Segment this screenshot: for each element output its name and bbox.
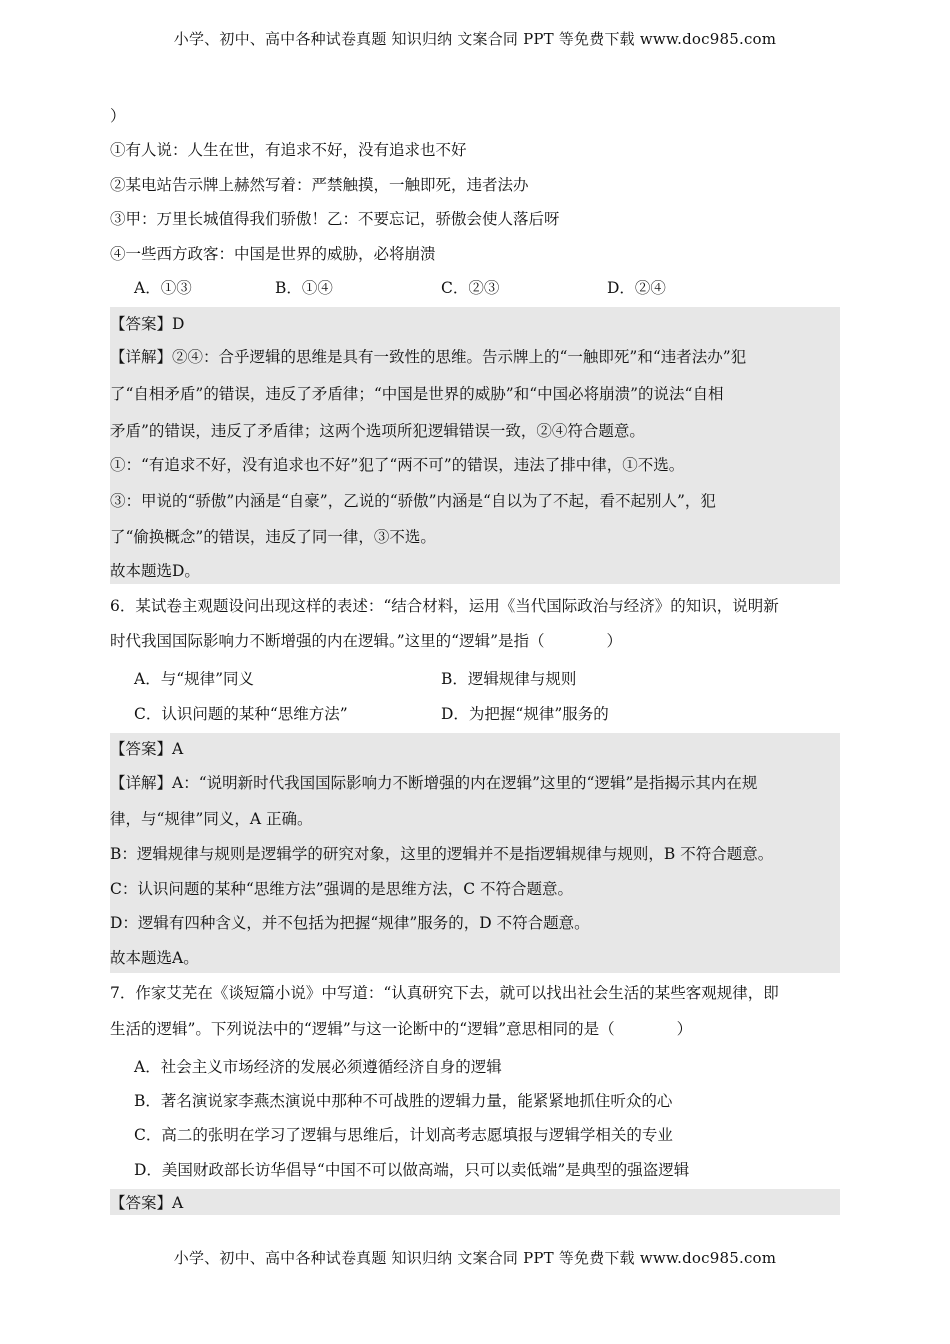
- q5-item-4: ④一些西方政客：中国是世界的威胁，必将崩溃: [110, 245, 436, 263]
- q7-stem-1: 7．作家艾芜在《谈短篇小说》中写道：“认真研究下去，就可以找出社会生活的某些客观规律，即: [110, 984, 779, 1002]
- q5-detail-6: 了“偷换概念”的错误，违反了同一律，③不选。: [110, 528, 436, 546]
- q5-option-b: B．①④: [275, 279, 333, 297]
- q5-answer: 【答案】D: [110, 315, 185, 333]
- q7-option-d: D．美国财政部长访华倡导“中国不可以做高端，只可以卖低端”是典型的强盗逻辑: [134, 1161, 690, 1179]
- q6-answer: 【答案】A: [110, 740, 184, 758]
- q7-option-c: C．高二的张明在学习了逻辑与思维后，计划高考志愿填报与逻辑学相关的专业: [134, 1126, 673, 1144]
- q5-stem-tail: ）: [110, 107, 126, 125]
- page-footer: 小学、初中、高中各种试卷真题 知识归纳 文案合同 PPT 等免费下载 www.doc985.com: [173, 1249, 777, 1267]
- q6-answer-block: [110, 733, 840, 973]
- q6-option-a: A．与“规律”同义: [134, 670, 255, 688]
- q5-detail-5: ③：甲说的“骄傲”内涵是“自豪”，乙说的“骄傲”内涵是“自以为了不起，看不起别人”，犯: [110, 492, 716, 510]
- q5-detail-7: 故本题选D。: [110, 562, 200, 580]
- q6-option-d: D．为把握“规律”服务的: [441, 705, 609, 723]
- q7-answer: 【答案】A: [110, 1194, 184, 1212]
- q6-option-b: B．逻辑规律与规则: [441, 670, 577, 688]
- q5-item-3: ③甲：万里长城值得我们骄傲！乙：不要忘记，骄傲会使人落后呀: [110, 210, 560, 228]
- q7-answer-block: [110, 1189, 840, 1215]
- q6-option-c: C．认识问题的某种“思维方法”: [134, 705, 348, 723]
- q6-detail-1: 【详解】A：“说明新时代我国国际影响力不断增强的内在逻辑”这里的“逻辑”是指揭示其内在规: [110, 774, 758, 792]
- q7-option-a: A．社会主义市场经济的发展必须遵循经济自身的逻辑: [134, 1058, 502, 1076]
- q5-detail-2: 了“自相矛盾”的错误，违反了矛盾律；“中国是世界的威胁”和“中国必将崩溃”的说法“自相: [110, 385, 724, 403]
- q6-stem-1: 6．某试卷主观题设问出现这样的表述：“结合材料，运用《当代国际政治与经济》的知识，说明新: [110, 597, 779, 615]
- q5-item-2: ②某电站告示牌上赫然写着：严禁触摸，一触即死，违者法办: [110, 176, 529, 194]
- q5-detail-4: ①：“有追求不好，没有追求也不好”犯了“两不可”的错误，违法了排中律，①不选。: [110, 456, 685, 474]
- q6-detail-5: D：逻辑有四种含义，并不包括为把握“规律”服务的，D 不符合题意。: [110, 914, 590, 932]
- q5-detail-1: 【详解】②④：合乎逻辑的思维是具有一致性的思维。告示牌上的“一触即死”和“违者法办”犯: [110, 348, 747, 366]
- q5-item-1: ①有人说：人生在世，有追求不好，没有追求也不好: [110, 141, 467, 159]
- q5-detail-3: 矛盾”的错误，违反了矛盾律；这两个选项所犯逻辑错误一致，②④符合题意。: [110, 422, 645, 440]
- q6-detail-4: C：认识问题的某种“思维方法”强调的是思维方法，C 不符合题意。: [110, 880, 573, 898]
- q7-option-b: B．著名演说家李燕杰演说中那种不可战胜的逻辑力量，能紧紧地抓住听众的心: [134, 1092, 673, 1110]
- q5-option-d: D．②④: [607, 279, 666, 297]
- q5-answer-block: [110, 307, 840, 584]
- q6-detail-3: B：逻辑规律与规则是逻辑学的研究对象，这里的逻辑并不是指逻辑规律与规则，B 不符合题意。: [110, 845, 774, 863]
- q6-stem-2: 时代我国国际影响力不断增强的内在逻辑。”这里的“逻辑”是指（ ）: [110, 632, 623, 650]
- q5-option-a: A．①③: [134, 279, 192, 297]
- q7-stem-2: 生活的逻辑”。下列说法中的“逻辑”与这一论断中的“逻辑”意思相同的是（ ）: [110, 1020, 693, 1038]
- q5-option-c: C．②③: [441, 279, 500, 297]
- page-header: 小学、初中、高中各种试卷真题 知识归纳 文案合同 PPT 等免费下载 www.doc985.com: [173, 30, 777, 48]
- q6-detail-2: 律，与“规律”同义，A 正确。: [110, 810, 313, 828]
- q6-detail-6: 故本题选A。: [110, 949, 199, 967]
